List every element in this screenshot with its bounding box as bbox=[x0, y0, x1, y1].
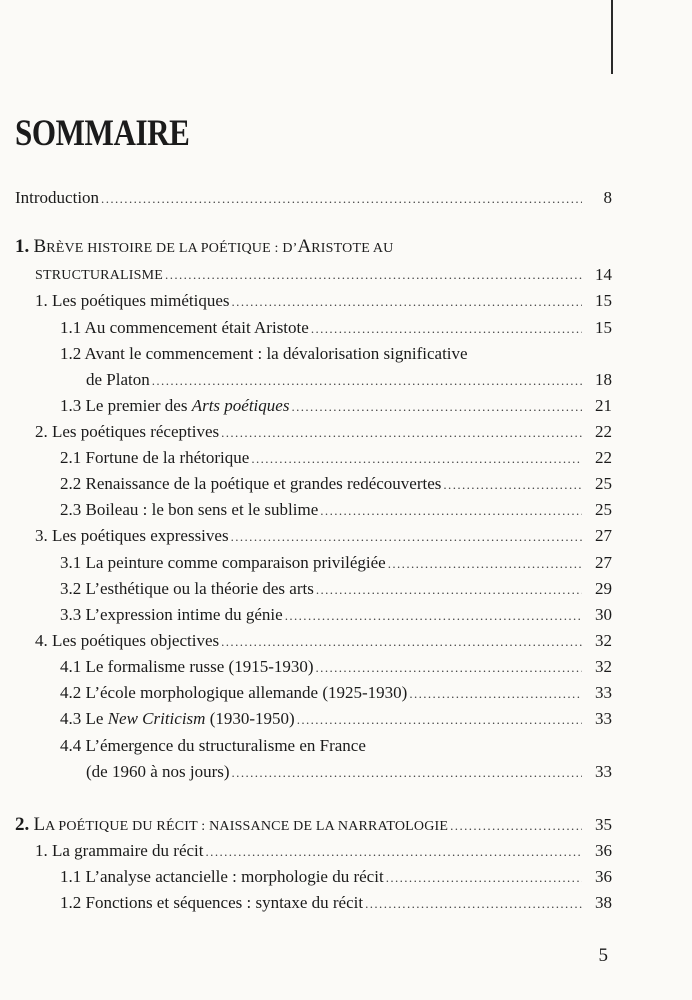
toc-page-number: 33 bbox=[595, 709, 612, 728]
toc-entry-chapter-2[interactable] bbox=[15, 814, 586, 838]
leader-dots bbox=[101, 188, 582, 210]
toc-entry-section[interactable] bbox=[35, 630, 586, 653]
chapter-number: 1. bbox=[15, 236, 30, 257]
chapter-title-initial: B bbox=[33, 236, 47, 257]
toc-entry-subsection[interactable] bbox=[60, 499, 586, 522]
leader-dots bbox=[443, 474, 582, 496]
toc-page-number: 21 bbox=[595, 396, 612, 415]
toc-page-number: 15 bbox=[595, 318, 612, 337]
chapter-title-smallcaps: RISTOTE AU bbox=[311, 241, 394, 256]
toc-entry-subsection[interactable] bbox=[60, 395, 586, 418]
toc-page-number: 8 bbox=[603, 188, 612, 207]
chapter-title-smallcaps: STRUCTURALISME bbox=[35, 268, 164, 283]
toc-entry-subsection[interactable] bbox=[60, 708, 586, 731]
chapter-title-initial: A bbox=[297, 236, 312, 257]
chapter-title-smallcaps: RÈVE HISTOIRE DE LA POÉTIQUE : D’ bbox=[46, 241, 298, 256]
toc-page-number: 27 bbox=[595, 526, 612, 545]
toc-page-number: 32 bbox=[595, 657, 612, 676]
leader-dots bbox=[388, 553, 582, 575]
toc-entry-section[interactable] bbox=[35, 290, 586, 313]
toc-entry-label bbox=[60, 395, 289, 417]
toc-entry-label: de Platon bbox=[86, 370, 150, 389]
toc-entry-label-text: 1.3 Le premier des bbox=[60, 396, 192, 415]
toc-entry-label: Introduction bbox=[15, 188, 100, 207]
toc-entry-subsection[interactable] bbox=[60, 892, 586, 915]
toc-entry-label: 2.1 Fortune de la rhétorique bbox=[60, 448, 250, 467]
leader-dots bbox=[450, 815, 582, 837]
chapter-title bbox=[15, 814, 448, 838]
toc-entry-label: 2.2 Renaissance de la poétique et grandes redécouvertes bbox=[60, 474, 442, 493]
toc-page-number: 36 bbox=[595, 867, 612, 886]
toc-entry-subsection[interactable] bbox=[60, 473, 586, 496]
page-folio-number: 5 bbox=[598, 945, 608, 966]
toc-entry-section[interactable] bbox=[35, 421, 586, 444]
toc-entry-chapter-1[interactable] bbox=[35, 264, 586, 287]
toc-page-number: 35 bbox=[595, 815, 612, 834]
leader-dots bbox=[251, 448, 582, 470]
toc-page-number: 27 bbox=[595, 553, 612, 572]
leader-dots bbox=[206, 841, 582, 863]
toc-entry-label: 3.1 La peinture comme comparaison privilégiée bbox=[60, 553, 386, 572]
toc-page-number: 32 bbox=[595, 631, 612, 650]
toc-entry-label: 4.1 Le formalisme russe (1915-1930) bbox=[60, 657, 314, 676]
leader-dots bbox=[232, 762, 582, 784]
leader-dots bbox=[409, 683, 582, 705]
chapter-title-smallcaps: A POÉTIQUE DU RÉCIT : NAISSANCE DE LA NARRATOLOGIE bbox=[45, 819, 449, 834]
toc-entry-label: 3.2 L’esthétique ou la théorie des arts bbox=[60, 579, 314, 598]
toc-page-number: 25 bbox=[595, 500, 612, 519]
toc-entry-subsection[interactable] bbox=[60, 656, 586, 679]
toc-entry-section[interactable] bbox=[35, 840, 586, 863]
toc-entry-label: 2.3 Boileau : le bon sens et le sublime bbox=[60, 500, 319, 519]
leader-dots bbox=[316, 657, 582, 679]
toc-entry-label: 1.2 Fonctions et séquences : syntaxe du récit bbox=[60, 893, 364, 912]
toc-entry-section[interactable] bbox=[35, 525, 586, 548]
toc-page-number: 33 bbox=[595, 762, 612, 781]
toc-entry-label: 4. Les poétiques objectives bbox=[35, 631, 220, 650]
leader-dots bbox=[311, 318, 582, 340]
toc-page-number: 30 bbox=[595, 605, 612, 624]
toc-entry-subsection[interactable] bbox=[60, 682, 586, 705]
leader-dots bbox=[365, 893, 582, 915]
toc-entry-label bbox=[60, 708, 295, 730]
toc-entry-label: 1. La grammaire du récit bbox=[35, 841, 204, 860]
toc-page-number: 22 bbox=[595, 448, 612, 467]
toc-page-number: 18 bbox=[595, 370, 612, 389]
toc-page-number: 15 bbox=[595, 291, 612, 310]
toc-page-number: 25 bbox=[595, 474, 612, 493]
leader-dots bbox=[291, 396, 582, 418]
leader-dots bbox=[320, 500, 582, 522]
toc-entry-label-line1: 4.4 L’émergence du structuralisme en France bbox=[60, 736, 366, 755]
toc-entry-label: 3.3 L’expression intime du génie bbox=[60, 605, 283, 624]
toc-page-number: 38 bbox=[595, 893, 612, 912]
toc-entry-label: 3. Les poétiques expressives bbox=[35, 526, 229, 545]
toc-entry-subsection[interactable] bbox=[86, 369, 586, 392]
toc-entry-subsection[interactable] bbox=[60, 578, 586, 601]
leader-dots bbox=[316, 579, 582, 601]
toc-entry-label: 1.1 Au commencement était Aristote bbox=[60, 318, 309, 337]
toc-page-number: 33 bbox=[595, 683, 612, 702]
toc-entry-introduction[interactable] bbox=[15, 187, 586, 210]
leader-dots bbox=[386, 867, 582, 889]
toc-entry-subsection[interactable] bbox=[60, 552, 586, 575]
leader-dots bbox=[165, 264, 582, 286]
toc-entry-label-line1: 1.2 Avant le commencement : la dévalorisation significative bbox=[60, 344, 468, 363]
toc-entry-label: (de 1960 à nos jours) bbox=[86, 762, 230, 781]
toc-entry-label: 4.2 L’école morphologique allemande (1925-1930) bbox=[60, 683, 408, 702]
toc-entry-label: 1. Les poétiques mimétiques bbox=[35, 291, 230, 310]
page-title: SOMMAIRE bbox=[15, 113, 190, 154]
toc-entry-label-italic: Arts poétiques bbox=[191, 396, 290, 415]
chapter-1-heading-line1[interactable] bbox=[15, 236, 394, 260]
leader-dots bbox=[297, 709, 582, 731]
toc-page-number: 29 bbox=[595, 579, 612, 598]
toc-page-number: 22 bbox=[595, 422, 612, 441]
leader-dots bbox=[152, 370, 582, 392]
chapter-title-initial: L bbox=[33, 814, 46, 835]
leader-dots bbox=[221, 422, 582, 444]
toc-entry-label: 2. Les poétiques réceptives bbox=[35, 422, 220, 441]
toc-entry-subsection[interactable] bbox=[60, 866, 586, 889]
leader-dots bbox=[232, 291, 582, 313]
leader-dots bbox=[221, 631, 582, 653]
toc-entry-label-text: 4.3 Le bbox=[60, 709, 108, 728]
toc-page-number: 14 bbox=[595, 265, 612, 284]
toc-entry-subsection[interactable] bbox=[60, 447, 586, 470]
toc-entry-label-italic: New Criticism bbox=[107, 709, 206, 728]
leader-dots bbox=[285, 605, 582, 627]
leader-dots bbox=[231, 526, 582, 548]
toc-entry-subsection[interactable] bbox=[86, 761, 586, 784]
toc-entry-label-text: (1930-1950) bbox=[205, 709, 295, 728]
chapter-number: 2. bbox=[15, 814, 30, 835]
toc-entry-subsection[interactable] bbox=[60, 604, 586, 627]
toc-page-number: 36 bbox=[595, 841, 612, 860]
toc-entry-label: 1.1 L’analyse actancielle : morphologie du récit bbox=[60, 867, 384, 886]
toc-entry-subsection[interactable] bbox=[60, 317, 586, 340]
